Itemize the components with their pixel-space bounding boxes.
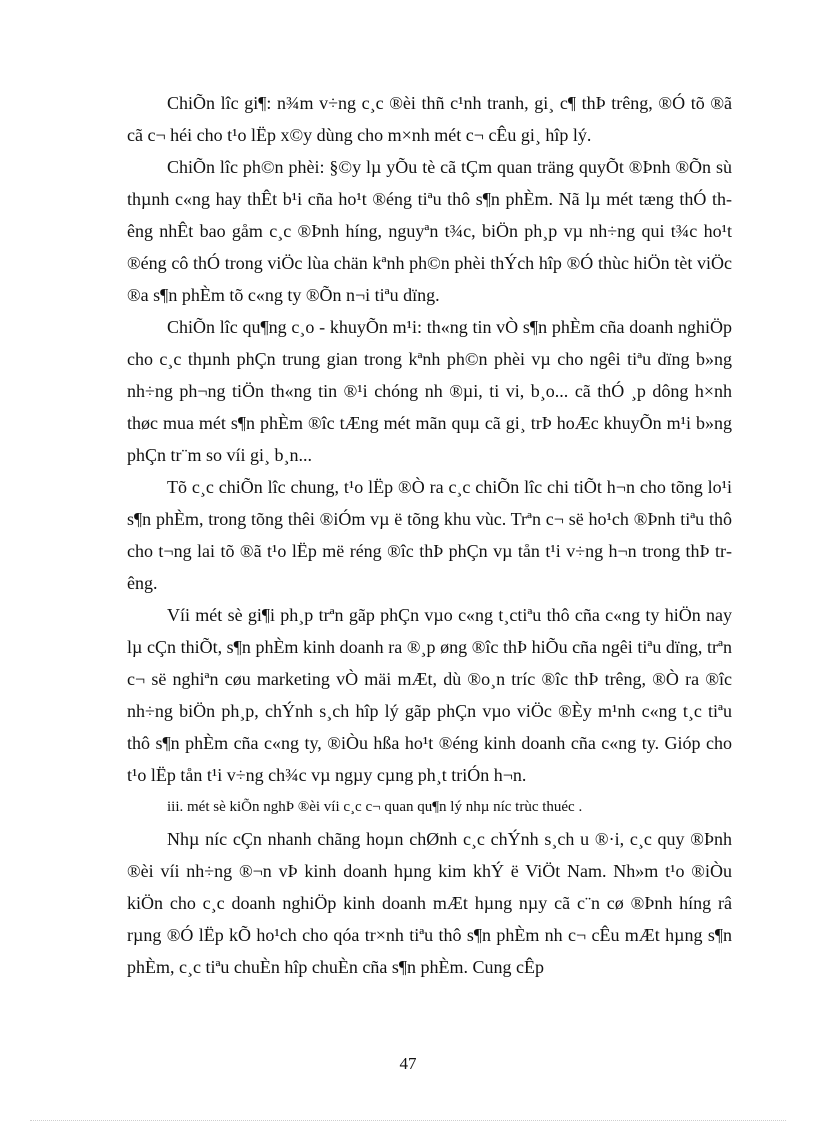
paragraph-distribution-strategy: ChiÕn lîc ph©n phèi: §©y lµ yÕu tè cã tÇm quan träng quyÕt ®Þnh ®Õn sù thµnh c«ng hay thÊt b¹i cña ho¹t ®éng tiªu thô s¶n phÈm. Nã lµ mét tæng thÓ thêng nhÊt bao gåm c¸c ®Þnh híng, nguyªn t¾c, biÖn ph¸p vµ nh÷ng qui t¾c ho¹t ®éng cô thÓ trong viÖc lùa chän kªnh ph©n phèi thÝch hîp ®Ó thùc hiÖn tèt viÖc ®a s¶n phÈm tõ c«ng ty ®Õn n¬i tiªu dïng. — [127, 157, 732, 305]
paragraph-solutions-summary: Víi mét sè gi¶i ph¸p trªn gãp phÇn vµo c«ng t¸ctiªu thô cña c«ng ty hiÖn nay lµ cÇn thiÕt, s¶n phÈm kinh doanh ra ®¸p øng ®îc thÞ hiÕu cña ngêi tiªu dïng, trªn c¬ së nghiªn cøu marketing vÒ mäi mÆt, dù ®o¸n tríc ®îc thÞ trêng, ®Ò ra ®îc nh÷ng biÖn ph¸p, chÝnh s¸ch hîp lý gãp phÇn vµo viÖc ®Èy m¹nh c«ng t¸c tiªu thô s¶n phÈm cña c«ng ty, ®iÒu hßa ho¹t ®éng kinh doanh cña c«ng ty. Gióp cho t¹o lËp tån t¹i v÷ng ch¾c vµ ngµy cµng ph¸t triÓn h¬n. — [127, 605, 732, 785]
page-number: 47 — [399, 1054, 417, 1073]
paragraph-promotion-strategy: ChiÕn lîc qu¶ng c¸o - khuyÕn m¹i: th«ng tin vÒ s¶n phÈm cña doanh nghiÖp cho c¸c thµnh phÇn trung gian trong kªnh ph©n phèi vµ cho ngêi tiªu dïng b»ng nh÷ng ph¬ng tiÖn th«ng tin ®¹i chóng nh ®µi, ti vi, b¸o... cã thÓ ¸p dông h×nh thøc mua mét s¶n phÈm ®îc tÆng mét mãn quµ cã gi¸ trÞ hoÆc khuyÕn m¹i b»ng phÇn tr¨m so víi gi¸ b¸n... — [127, 317, 732, 465]
body-text — [127, 87, 732, 983]
section-heading: iii. mét sè kiÕn nghÞ ®èi víi c¸c c¬ quan qu¶n lý nhµ níc trùc thuéc . — [167, 799, 583, 815]
paragraph-state-recommendations: Nhµ níc cÇn nhanh chãng hoµn chØnh c¸c chÝnh s¸ch u ®·i, c¸c quy ®Þnh ®èi víi nh÷ng ®¬n vÞ kinh doanh hµng kim khÝ ë ViÖt Nam. Nh»m t¹o ®iÒu kiÖn cho c¸c doanh nghiÖp kinh doanh mÆt hµng nµy cã c¨n cø ®Þnh híng râ rµng ®Ó lËp kÕ ho¹ch cho qóa tr×nh tiªu thô s¶n phÈm nh c¬ cÊu mÆt hµng s¶n phÈm, c¸c tiªu chuÈn hîp chuÈn cña s¶n phÈm. Cung cÊp — [127, 829, 732, 977]
paragraph-price-strategy: ChiÕn lîc gi¶: n¾m v÷ng c¸c ®èi thñ c¹nh tranh, gi¸ c¶ thÞ trêng, ®Ó tõ ®ã cã c¬ héi cho t¹o lËp x©y dùng cho m×nh mét c¬ cÊu gi¸ hîp lý. — [127, 93, 732, 145]
paragraph-detailed-strategies: Tõ c¸c chiÕn lîc chung, t¹o lËp ®Ò ra c¸c chiÕn lîc chi tiÕt h¬n cho tõng lo¹i s¶n phÈm, trong tõng thêi ®iÓm vµ ë tõng khu vùc. Trªn c¬ së ho¹ch ®Þnh tiªu thô cho t¬ng lai tõ ®ã t¹o lËp më réng ®îc thÞ phÇn vµ tån t¹i v÷ng h¬n trong thÞ trêng. — [127, 477, 732, 593]
page-bottom-divider — [30, 1120, 786, 1121]
